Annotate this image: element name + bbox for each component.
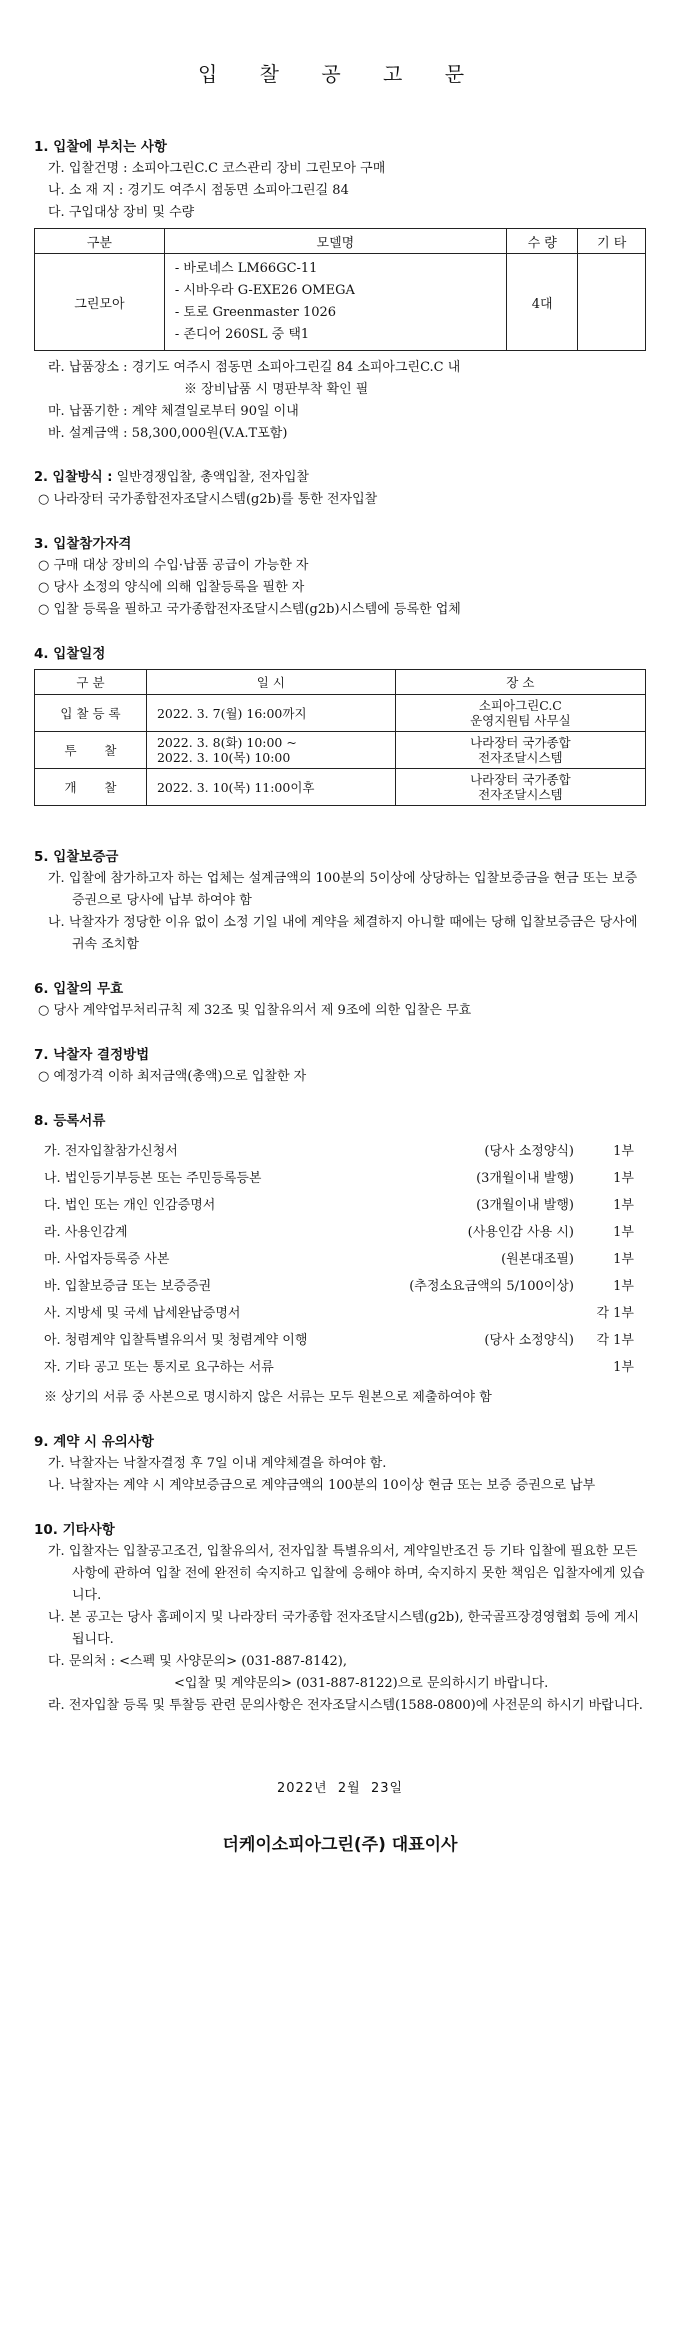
schedule-label: 입 찰 등 록 [35, 695, 147, 732]
section-8 [34, 1110, 646, 1409]
s1-item-ra: 라. 납품장소 : 경기도 여주시 점동면 소피아그린길 84 소피아그린C.C 내 [48, 360, 461, 375]
schedule-date: 2022. 3. 7(월) 16:00까지 [146, 695, 395, 732]
document-row: 다. 법인 또는 개인 인감증명서 (3개월이내 발행) 1부 [44, 1198, 634, 1213]
s3-item: ○ 구매 대상 장비의 수입·납품 공급이 가능한 자 [38, 558, 309, 573]
schedule-label: 투 찰 [35, 732, 147, 769]
document-row: 자. 기타 공고 또는 통지로 요구하는 서류 1부 [44, 1360, 634, 1375]
schedule-place: 나라장터 국가종합 전자조달시스템 [395, 732, 645, 769]
s2-item: ○ 나라장터 국가종합전자조달시스템(g2b)를 통한 전자입찰 [38, 492, 378, 507]
s1-item-ba: 바. 설계금액 : 58,300,000원(V.A.T포함) [48, 426, 288, 441]
s10-item-da: 다. 문의처 : <스펙 및 사양문의> (031-887-8142), [48, 1654, 348, 1669]
section-7-heading: 7. 낙찰자 결정방법 [34, 1047, 150, 1063]
section-6-heading: 6. 입찰의 무효 [34, 981, 124, 997]
section-4 [34, 643, 646, 806]
section-7 [34, 1044, 646, 1088]
schedule-row [35, 769, 646, 806]
schedule-row [35, 732, 646, 769]
section-4-heading: 4. 입찰일정 [34, 646, 106, 662]
s9-item-ga: 가. 낙찰자는 낙찰자결정 후 7일 이내 계약체결을 하여야 함. [48, 1456, 387, 1471]
schedule-header-date: 일 시 [146, 670, 395, 695]
schedule-row [35, 695, 646, 732]
s10-item-ra: 라. 전자입찰 등록 및 투찰등 관련 문의사항은 전자조달시스템(1588-0800)에 사전문의 하시기 바랍니다. [48, 1698, 643, 1713]
s3-item: ○ 입찰 등록을 필하고 국가종합전자조달시스템(g2b)시스템에 등록한 업체 [38, 602, 461, 617]
schedule-place: 소피아그린C.C 운영지원팀 사무실 [395, 695, 645, 732]
section-1-heading: 1. 입찰에 부치는 사항 [34, 139, 167, 155]
section-3 [34, 533, 646, 621]
s10-item-na: 나. 본 공고는 당사 홈페이지 및 나라장터 국가종합 전자조달시스템(g2b), 한국골프장경영협회 등에 게시됩니다. [48, 1610, 640, 1647]
section-8-heading: 8. 등록서류 [34, 1113, 106, 1129]
model-item: - 바로네스 LM66GC-11 [174, 261, 318, 276]
section-6 [34, 978, 646, 1022]
document-row: 바. 입찰보증금 또는 보증증권 (추정소요금액의 5/100이상) 1부 [44, 1279, 634, 1294]
section-1 [34, 136, 646, 445]
document-row: 나. 법인등기부등본 또는 주민등록등본 (3개월이내 발행) 1부 [44, 1171, 634, 1186]
equipment-category: 그린모아 [35, 254, 165, 351]
section-2-value: 일반경쟁입찰, 총액입찰, 전자입찰 [112, 470, 309, 485]
schedule-table [34, 669, 646, 806]
schedule-place: 나라장터 국가종합 전자조달시스템 [395, 769, 645, 806]
s1-item-da: 다. 구입대상 장비 및 수량 [48, 205, 195, 220]
s9-item-na: 나. 낙찰자는 계약 시 계약보증금으로 계약금액의 100분의 10이상 현금 또는 보증 증권으로 납부 [48, 1478, 596, 1493]
equipment-table [34, 228, 646, 351]
page-title: 입 찰 공 고 문 [197, 62, 483, 86]
s5-item-na: 나. 낙찰자가 정당한 이유 없이 소정 기일 내에 계약을 체결하지 아니할 때에는 당해 입찰보증금은 당사에 귀속 조치함 [48, 915, 638, 952]
s10-item-ga: 가. 입찰자는 입찰공고조건, 입찰유의서, 전자입찰 특별유의서, 계약일반조건 등 기타 입찰에 필요한 모든 사항에 관하여 입찰 전에 완전히 숙지하고 입찰에 응해야 하며, 숙지하지 못한 책임은 입찰자에게 있습니다. [48, 1544, 645, 1603]
section-5 [34, 846, 646, 956]
schedule-header-type: 구 분 [35, 670, 147, 695]
s10-item-da-cont: <입찰 및 계약문의> (031-887-8122)으로 문의하시기 바랍니다. [174, 1676, 549, 1691]
schedule-header-place: 장 소 [395, 670, 645, 695]
s8-note: ※ 상기의 서류 중 사본으로 명시하지 않은 서류는 모두 원본으로 제출하여야 함 [44, 1390, 492, 1405]
document-row: 아. 청렴계약 입찰특별유의서 및 청렴계약 이행 (당사 소정양식) 각 1부 [44, 1333, 634, 1348]
equipment-models [164, 254, 506, 351]
section-2 [34, 467, 646, 511]
s7-item: ○ 예정가격 이하 최저금액(총액)으로 입찰한 자 [38, 1069, 307, 1084]
document-row: 라. 사용인감계 (사용인감 사용 시) 1부 [44, 1225, 634, 1240]
equipment-header-category: 구분 [35, 229, 165, 254]
notice-date: 2022년 2월 23일 [276, 1781, 404, 1796]
section-9 [34, 1431, 646, 1497]
equipment-etc [578, 254, 646, 351]
s3-item: ○ 당사 소정의 양식에 의해 입찰등록을 필한 자 [38, 580, 305, 595]
section-2-label: 2. 입찰방식 : [34, 470, 113, 485]
equipment-header-etc: 기 타 [578, 229, 646, 254]
section-3-heading: 3. 입찰참가자격 [34, 536, 132, 552]
document-row: 가. 전자입찰참가신청서 (당사 소정양식) 1부 [44, 1144, 634, 1159]
schedule-date: 2022. 3. 8(화) 10:00 ~ 2022. 3. 10(목) 10:00 [146, 732, 395, 769]
model-item: - 시바우라 G-EXE26 OMEGA [174, 283, 355, 298]
s5-item-ga: 가. 입찰에 참가하고자 하는 업체는 설계금액의 100분의 5이상에 상당하는 입찰보증금을 현금 또는 보증증권으로 당사에 납부 하여야 함 [48, 871, 638, 908]
document-row: 마. 사업자등록증 사본 (원본대조필) 1부 [44, 1252, 634, 1267]
schedule-date: 2022. 3. 10(목) 11:00이후 [146, 769, 395, 806]
signature: 더케이소피아그린(주) 대표이사 [222, 1835, 458, 1855]
section-5-heading: 5. 입찰보증금 [34, 849, 119, 865]
s6-item: ○ 당사 계약업무처리규칙 제 32조 및 입찰유의서 제 9조에 의한 입찰은 무효 [38, 1003, 472, 1018]
s1-item-ma: 마. 납품기한 : 계약 체결일로부터 90일 이내 [48, 404, 299, 419]
section-10-heading: 10. 기타사항 [34, 1522, 115, 1538]
s1-item-na: 나. 소 재 지 : 경기도 여주시 점동면 소피아그린길 84 [48, 183, 349, 198]
equipment-header-qty: 수 량 [506, 229, 577, 254]
section-2-heading [34, 467, 646, 489]
equipment-qty: 4대 [506, 254, 577, 351]
model-item: - 토로 Greenmaster 1026 [174, 305, 337, 320]
s1-item-ra-note: ※ 장비납품 시 명판부착 확인 필 [184, 382, 369, 397]
s1-item-ga: 가. 입찰건명 : 소피아그린C.C 코스관리 장비 그린모아 구매 [48, 161, 386, 176]
model-item: - 존디어 260SL 중 택1 [174, 327, 310, 342]
section-9-heading: 9. 계약 시 유의사항 [34, 1434, 154, 1450]
section-10 [34, 1519, 646, 1717]
schedule-label: 개 찰 [35, 769, 147, 806]
document-row: 사. 지방세 및 국세 납세완납증명서 각 1부 [44, 1306, 634, 1321]
equipment-header-model: 모델명 [164, 229, 506, 254]
